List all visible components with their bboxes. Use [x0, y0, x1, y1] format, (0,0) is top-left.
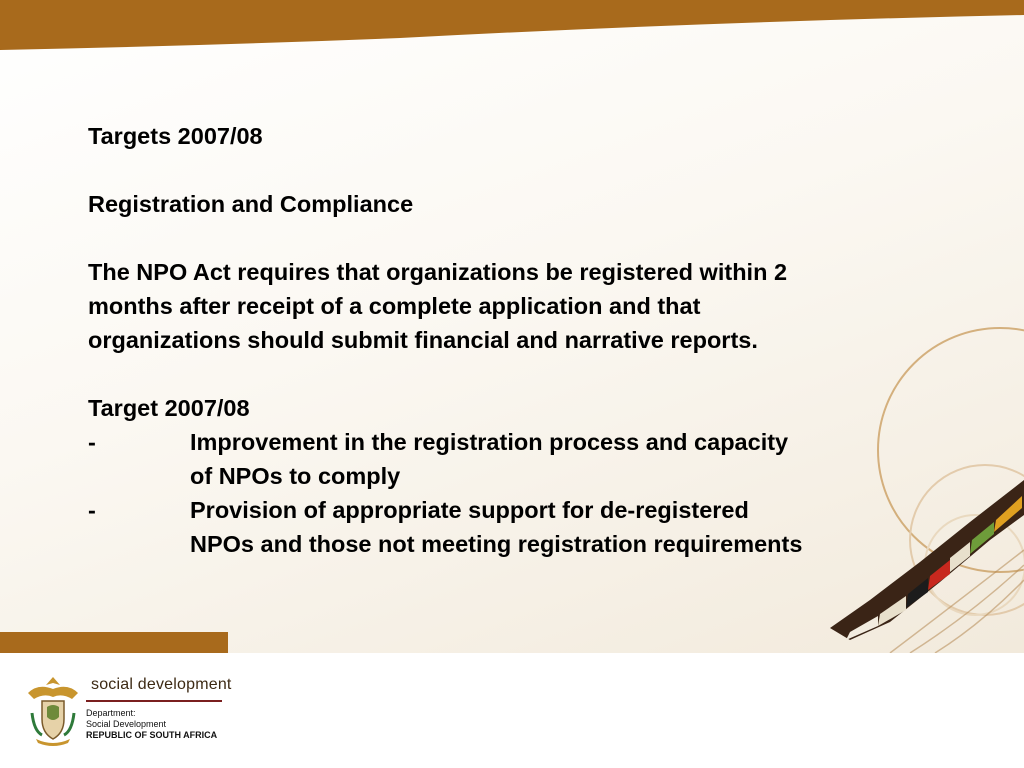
- bullet-item: [88, 425, 948, 493]
- paragraph-line: months after receipt of a complete application and that: [88, 293, 701, 319]
- department-line: REPUBLIC OF SOUTH AFRICA: [86, 730, 218, 740]
- paragraph-line: The NPO Act requires that organizations be registered within 2: [88, 259, 788, 285]
- subheading: Registration and Compliance: [88, 191, 414, 217]
- bullet-dash: -: [88, 497, 96, 523]
- department-line: Department:: [86, 708, 136, 718]
- bullet-line: Improvement in the registration process and capacity: [190, 429, 789, 455]
- slide-text: [88, 119, 948, 561]
- brand-divider: [86, 700, 222, 702]
- department-line: Social Development: [86, 719, 167, 729]
- heading: Targets 2007/08: [88, 123, 263, 149]
- target-heading: Target 2007/08: [88, 395, 250, 421]
- bottom-accent-bar: [0, 632, 228, 653]
- bullet-line: of NPOs to comply: [190, 463, 401, 489]
- bullet-line: NPOs and those not meeting registration requirements: [190, 531, 803, 557]
- top-accent-bar: [0, 0, 1024, 50]
- brand-name: social development: [91, 676, 232, 693]
- department-block: [86, 708, 217, 741]
- coat-of-arms-icon: [24, 673, 82, 749]
- bullet-dash: -: [88, 429, 96, 455]
- paragraph-line: organizations should submit financial and narrative reports.: [88, 327, 758, 353]
- bullet-item: [88, 493, 948, 561]
- bullet-line: Provision of appropriate support for de-registered: [190, 497, 749, 523]
